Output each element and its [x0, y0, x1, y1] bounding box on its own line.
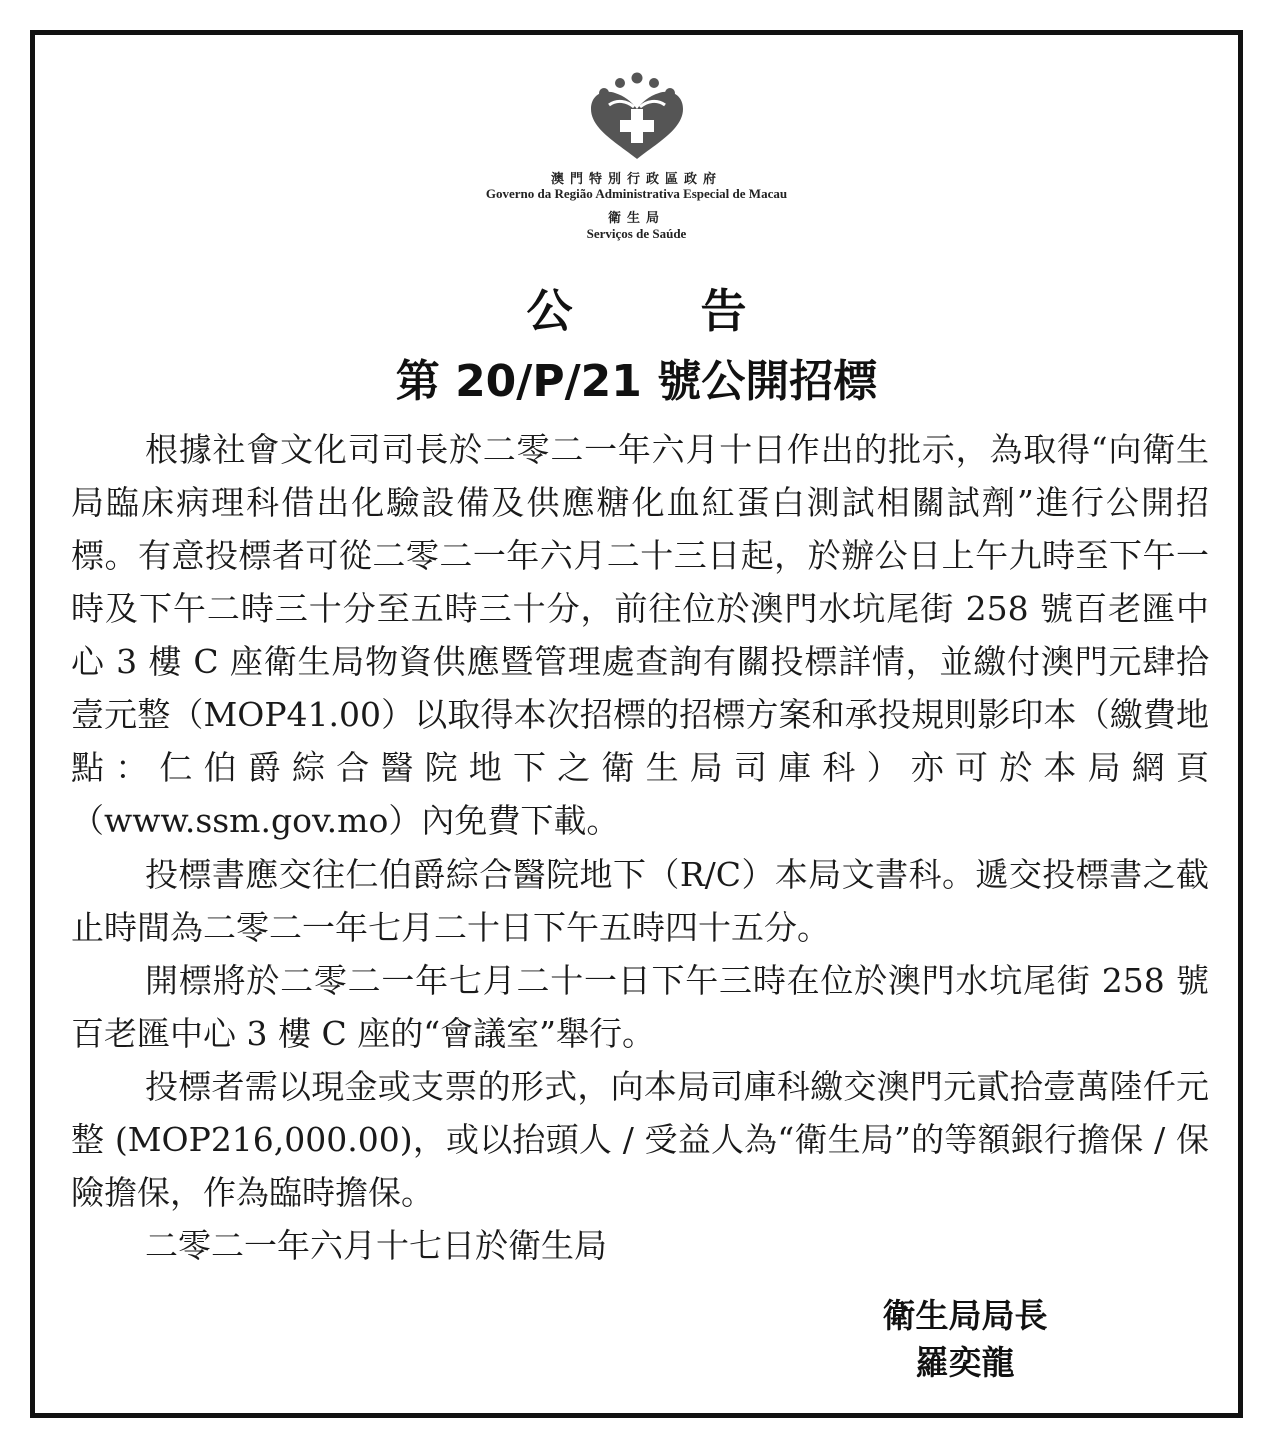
date-line: 二零二一年六月十七日於衛生局	[145, 1226, 607, 1265]
signatory-name: 羅奕龍	[915, 1343, 1015, 1382]
announcement-heading: 公 告	[526, 284, 803, 338]
health-services-logo-icon	[587, 71, 687, 163]
paragraph-text: 投標者需以現金或支票的形式，向本局司庫科繳交澳門元貳拾壹萬陸仟元整 (MOP216,000.00)，或以抬頭人 / 受益人為“衛生局”的等額銀行擔保 / 保險擔保，作為臨時擔保。	[71, 1067, 1209, 1212]
logo	[35, 71, 1238, 163]
paragraph-guarantee	[71, 1060, 1209, 1219]
paragraph-date	[71, 1219, 1209, 1272]
org-name-pt: Governo da Região Administrativa Especial de Macau	[485, 186, 788, 201]
paragraph-submission	[71, 848, 1209, 954]
signatory-title: 衛生局局長	[882, 1296, 1048, 1335]
paragraph-text: 根據社會文化司司長於二零二一年六月十日作出的批示，為取得“向衛生局臨床病理科借出化驗設備及供應糖化血紅蛋白測試相關試劑”進行公開招標。有意投標者可從二零二一年六月二十三日起，於辦公日上午九時至下午一時及下午二時三十分至五時三十分，前往位於澳門水坑尾街 258 號百老匯中心 3 樓 C 座衛生局物資供應暨管理處查詢有關投標詳情，並繳付澳門元肆拾壹元整（MOP41.00）以取得本次招標的招標方案和承投規則影印本（繳費地點：仁伯爵綜合醫院地下之衛生局司庫科）亦可於本局網頁（www.ssm.gov.mo）內免費下載。	[71, 430, 1209, 840]
announcement-frame	[30, 30, 1243, 1418]
paragraph-opening	[71, 954, 1209, 1060]
paragraph-text: 投標書應交往仁伯爵綜合醫院地下（R/C）本局文書科。遞交投標書之截止時間為二零二一年七月二十日下午五時四十五分。	[71, 855, 1209, 947]
tender-number-title: 第 20/P/21 號公開招標	[395, 356, 878, 407]
paragraph-tender-details	[71, 423, 1209, 847]
dept-name-zh: 衛生局	[607, 210, 665, 225]
paragraph-text: 開標將於二零二一年七月二十一日下午三時在位於澳門水坑尾街 258 號百老匯中心 3 樓 C 座的“會議室”舉行。	[71, 961, 1209, 1053]
dept-name-pt: Serviços de Saúde	[586, 226, 687, 241]
org-name-zh: 澳門特別行政區政府	[550, 171, 722, 186]
